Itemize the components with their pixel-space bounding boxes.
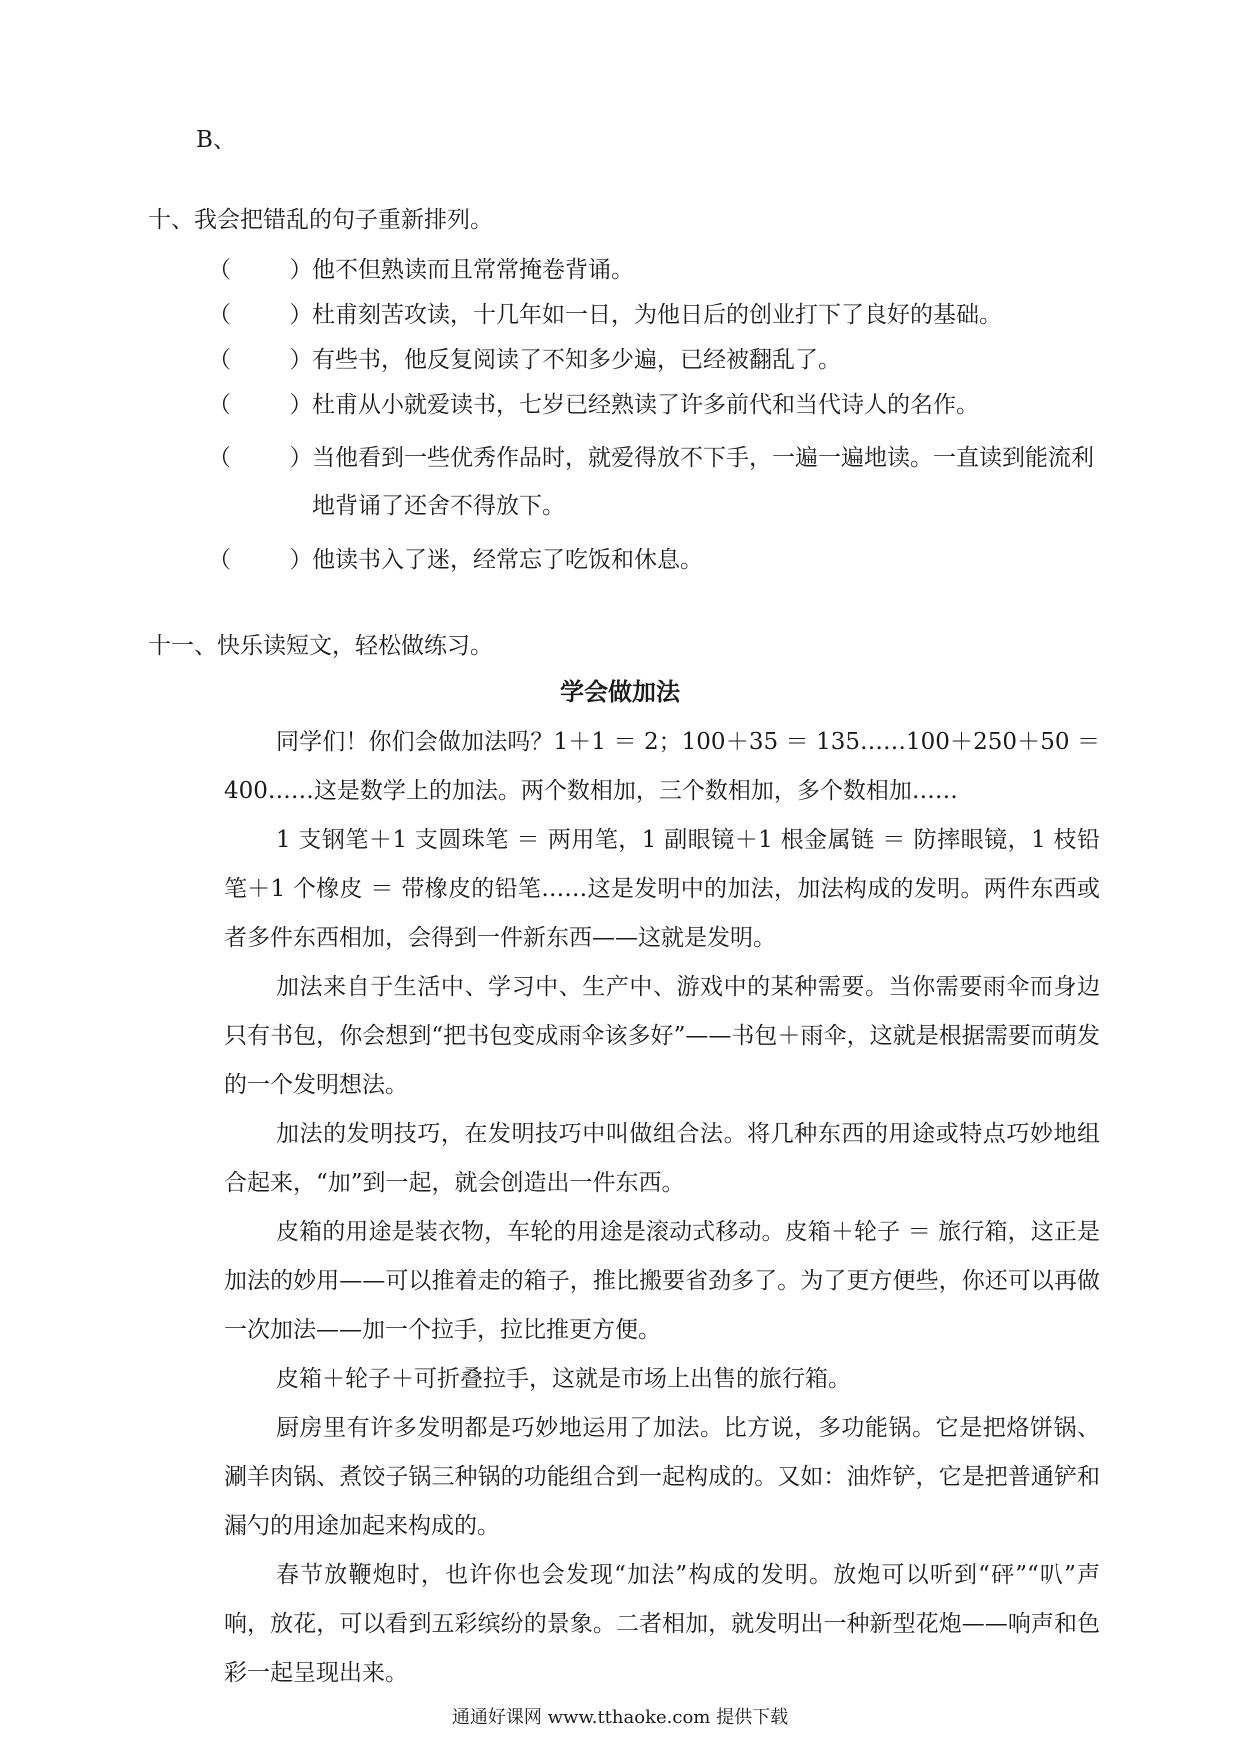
answer-label-b: B、: [196, 127, 236, 153]
section-11-heading: 十一、快乐读短文，轻松做练习。: [148, 633, 493, 659]
answer-blank[interactable]: （ ）: [208, 445, 313, 471]
order-item-text: 当他看到一些优秀作品时，就爱得放不下手，一遍一遍地读。一直读到能流利地背诵了还舍不得放下。: [312, 445, 1094, 519]
answer-blank[interactable]: （ ）: [208, 302, 313, 328]
order-item-text: 杜甫从小就爱读书，七岁已经熟读了许多前代和当代诗人的名作。: [312, 392, 979, 418]
article-paragraph: 同学们！你们会做加法吗？1＋1 ＝ 2；100＋35 ＝ 135……100＋250＋50 ＝ 400……这是数学上的加法。两个数相加，三个数相加，多个数相加……: [224, 729, 1100, 804]
order-item-text: 他不但熟读而且常常掩卷背诵。: [312, 257, 634, 283]
order-item-text: 杜甫刻苦攻读，十几年如一日，为他日后的创业打下了良好的基础。: [312, 302, 1002, 328]
answer-blank[interactable]: （ ）: [208, 392, 313, 418]
article-paragraph: 加法的发明技巧，在发明技巧中叫做组合法。将几种东西的用途或特点巧妙地组合起来，“加”到一起，就会创造出一件东西。: [224, 1121, 1100, 1196]
article-paragraph: 春节放鞭炮时，也许你也会发现“加法”构成的发明。放炮可以听到“砰”“叭”声响，放花，可以看到五彩缤纷的景象。二者相加，就发明出一种新型花炮——响声和色彩一起呈现出来。: [224, 1562, 1100, 1686]
answer-blank[interactable]: （ ）: [208, 347, 313, 373]
article-body: [224, 718, 1100, 1698]
article-paragraph: 皮箱＋轮子＋可折叠拉手，这就是市场上出售的旅行箱。: [276, 1366, 851, 1392]
article-paragraph: 皮箱的用途是装衣物，车轮的用途是滚动式移动。皮箱＋轮子 ＝ 旅行箱，这正是加法的妙用——可以推着走的箱子，推比搬要省劲多了。为了更方便些，你还可以再做一次加法——加一个拉手，拉比推更方便。: [224, 1219, 1100, 1343]
order-item-text: 他读书入了迷，经常忘了吃饭和休息。: [312, 547, 703, 573]
order-item-text: 有些书，他反复阅读了不知多少遍，已经被翻乱了。: [312, 347, 841, 373]
article-paragraph: 加法来自于生活中、学习中、生产中、游戏中的某种需要。当你需要雨伞而身边只有书包，你会想到“把书包变成雨伞该多好”——书包＋雨伞，这就是根据需要而萌发的一个发明想法。: [224, 974, 1100, 1098]
answer-blank[interactable]: （ ）: [208, 257, 313, 283]
article-paragraph: 厨房里有许多发明都是巧妙地运用了加法。比方说，多功能锅。它是把烙饼锅、涮羊肉锅、煮饺子锅三种锅的功能组合到一起构成的。又如：油炸铲，它是把普通铲和漏勺的用途加起来构成的。: [224, 1415, 1100, 1539]
article-paragraph: 1 支钢笔＋1 支圆珠笔 ＝ 两用笔，1 副眼镜＋1 根金属链 ＝ 防摔眼镜，1 枝铅笔＋1 个橡皮 ＝ 带橡皮的铅笔……这是发明中的加法，加法构成的发明。两件东西或者多件东西相加，会得到一件新东西——这就是发明。: [224, 827, 1100, 951]
article-title: 学会做加法: [560, 678, 680, 706]
section-10-heading: 十、我会把错乱的句子重新排列。: [148, 207, 493, 233]
answer-blank[interactable]: （ ）: [208, 547, 313, 573]
footer-credit: 通通好课网 www.tthaoke.com 提供下载: [451, 1707, 789, 1728]
